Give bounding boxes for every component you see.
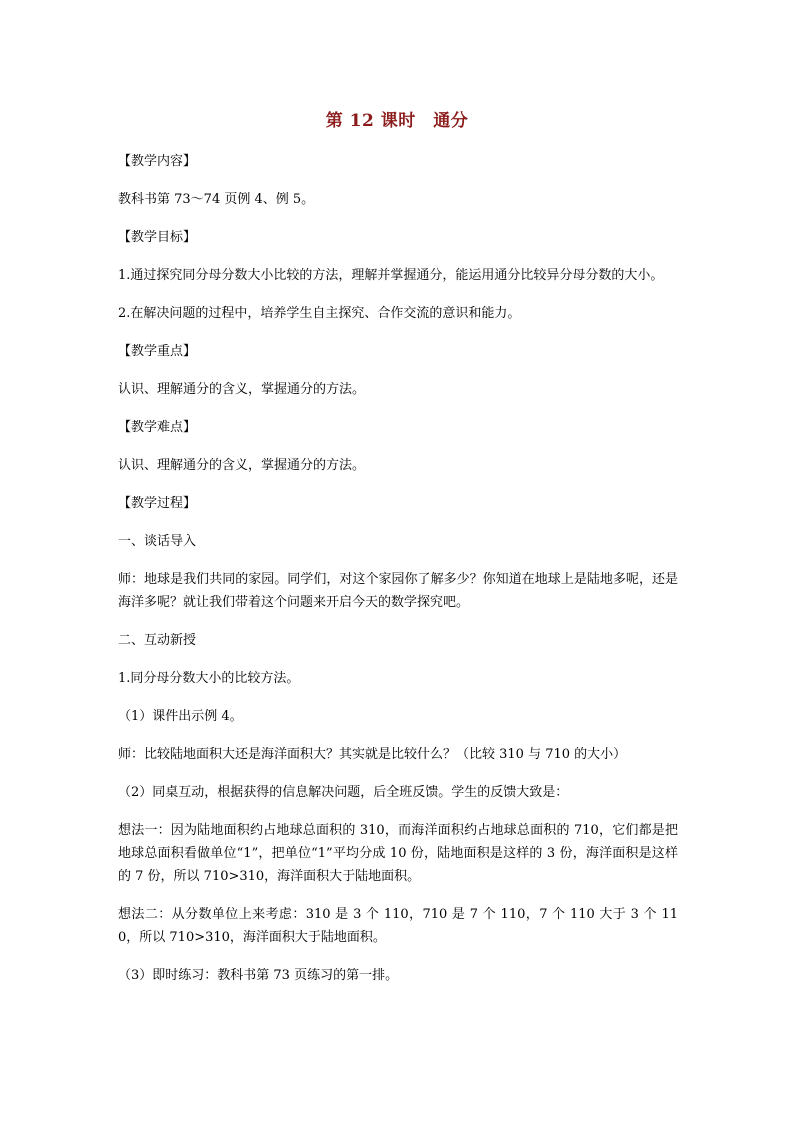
goal-item-1: 1.通过探究同分母分数大小比较的方法，理解并掌握通分，能运用通分比较异分母分数的大小。	[118, 268, 664, 283]
section-heading-key: 【教学重点】	[118, 344, 197, 359]
section-heading-content: 【教学内容】	[118, 154, 197, 169]
goal-item-2: 2.在解决问题的过程中，培养学生自主探究、合作交流的意识和能力。	[118, 306, 521, 321]
method-2: 想法二：从分数单位上来考虑：310 是 3 个 110，710 是 7 个 110，7 个 110 大于 3 个 110，所以 710>310，海洋面积大于陆地面积。	[118, 907, 678, 945]
step-1-text: 师：地球是我们共同的家园。同学们，对这个家园你了解多少？你知道在地球上是陆地多呢，还是海洋多呢？就让我们带着这个问题来开启今天的数学探究吧。	[118, 572, 678, 610]
step-2-sub-2: （2）同桌互动，根据获得的信息解决问题，后全班反馈。学生的反馈大致是：	[118, 785, 569, 800]
step-2-item-1: 1.同分母分数大小的比较方法。	[118, 671, 300, 686]
content-text: 教科书第 73～74 页例 4、例 5。	[118, 192, 315, 207]
step-2-sub-1: （1）课件出示例 4。	[118, 709, 243, 724]
difficulty-text: 认识、理解通分的含义，掌握通分的方法。	[118, 458, 366, 473]
step-2-heading: 二、互动新授	[118, 633, 197, 648]
section-heading-difficulty: 【教学难点】	[118, 420, 197, 435]
document-body	[118, 150, 678, 1002]
lesson-title: 第 12 课时 通分	[325, 111, 469, 131]
step-2-sub-3: （3）即时练习：教科书第 73 页练习的第一排。	[118, 968, 399, 983]
key-text: 认识、理解通分的含义，掌握通分的方法。	[118, 382, 366, 397]
section-heading-process: 【教学过程】	[118, 496, 197, 511]
step-2-teacher-question: 师：比较陆地面积大还是海洋面积大？其实就是比较什么？（比较 310 与 710 的大小）	[118, 747, 627, 762]
step-1-heading: 一、谈话导入	[118, 534, 197, 549]
section-heading-goals: 【教学目标】	[118, 230, 197, 245]
method-1: 想法一：因为陆地面积约占地球总面积的 310，而海洋面积约占地球总面积的 710，它们都是把地球总面积看做单位“1”，把单位“1”平均分成 10 份，陆地面积是这样的 3 份，海洋面积是这样的 7 份，所以 710>310，海洋面积大于陆地面积。	[118, 823, 678, 884]
